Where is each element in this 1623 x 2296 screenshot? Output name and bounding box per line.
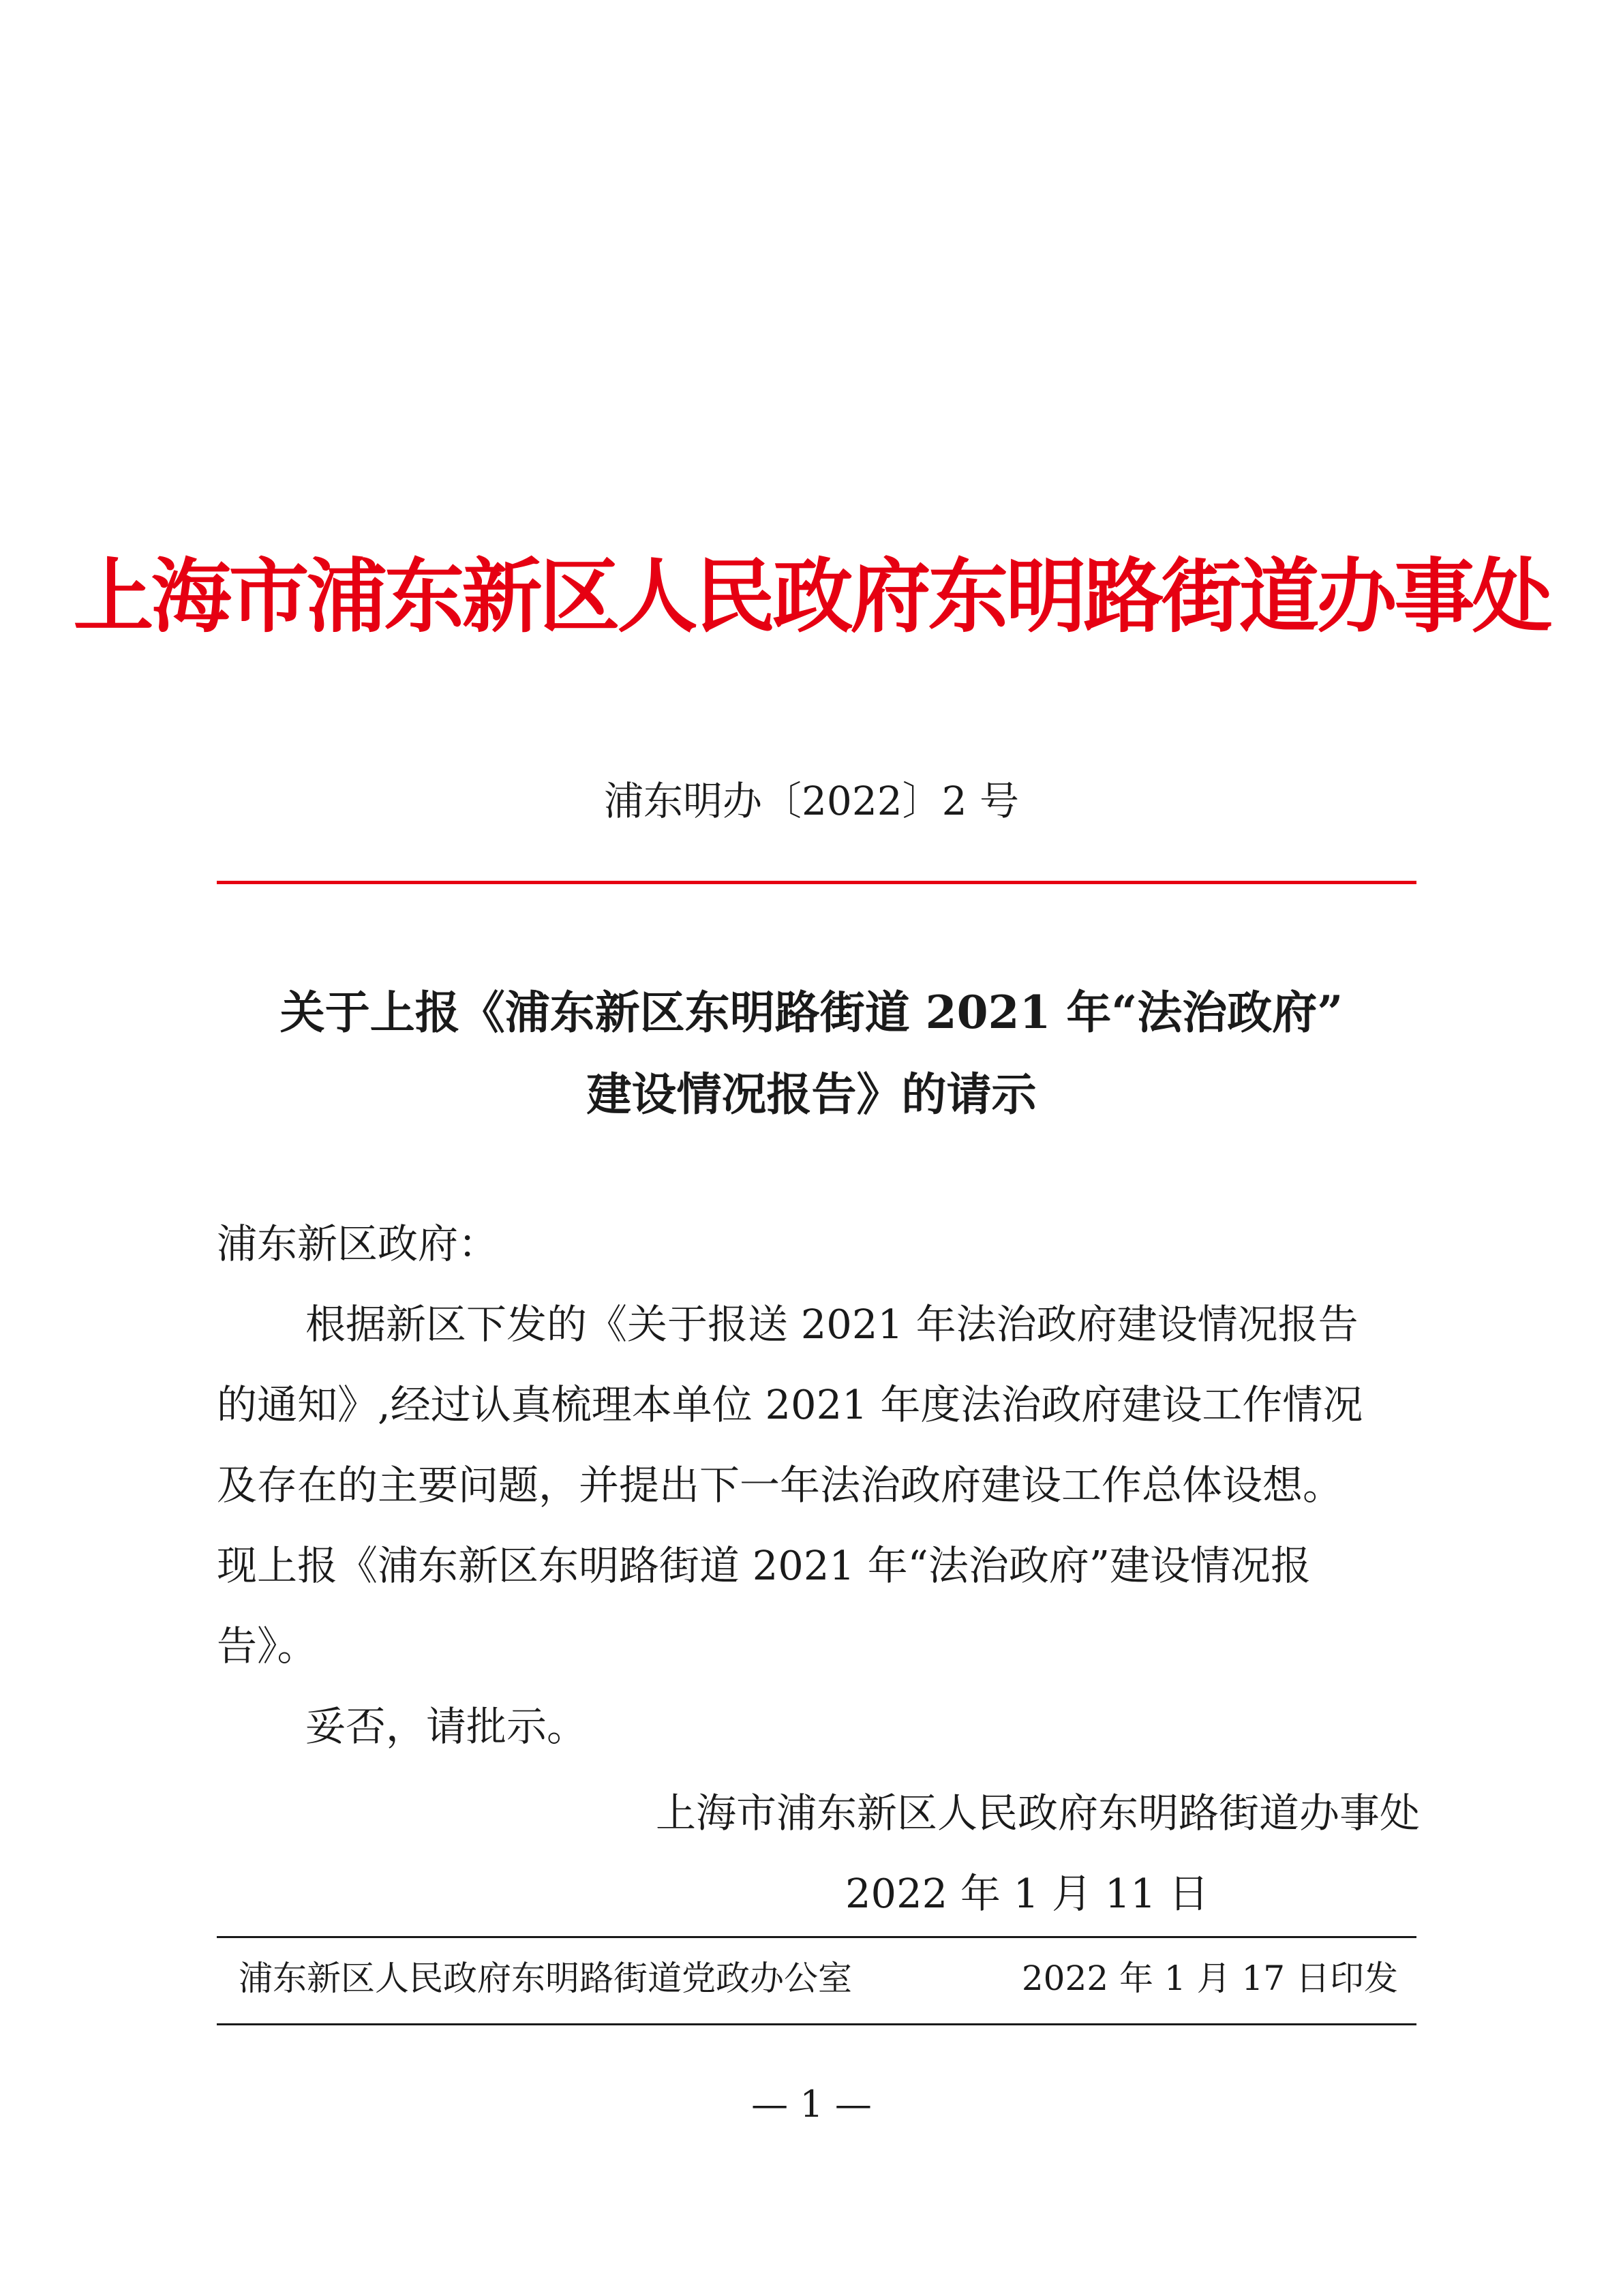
issuer-header: 上海市浦东新区人民政府东明路街道办事处 (73, 549, 1550, 644)
body-line: 根据新区下发的《关于报送 2021 年法治政府建设情况报告 (305, 1301, 1359, 1348)
body-line: 现上报《浦东新区东明路街道 2021 年“法治政府”建设情况报 (217, 1542, 1311, 1589)
document-number: 浦东明办〔2022〕2 号 (604, 778, 1019, 824)
signature-date: 2022 年 1 月 11 日 (845, 1870, 1209, 1917)
footer-bottom-rule (217, 2023, 1416, 2025)
body-line: 及存在的主要问题，并提出下一年法治政府建设工作总体设想。 (217, 1462, 1344, 1509)
footer-issuing-office: 浦东新区人民政府东明路街道党政办公室 (239, 1959, 852, 1998)
body-line: 告》。 (217, 1622, 318, 1670)
footer-print-date: 2022 年 1 月 17 日印发 (1021, 1959, 1398, 1998)
document-title-line-1: 关于上报《浦东新区东明路街道 2021 年“法治政府” (279, 986, 1344, 1039)
footer-top-rule (217, 1936, 1416, 1938)
red-separator-line (217, 881, 1416, 884)
body-line: 的通知》,经过认真梳理本单位 2021 年度法治政府建设工作情况 (217, 1381, 1363, 1428)
signature-issuer: 上海市浦东新区人民政府东明路街道办事处 (655, 1789, 1420, 1837)
salutation: 浦东新区政府： (217, 1220, 499, 1267)
closing-remark: 妥否，请批示。 (305, 1703, 588, 1750)
document-title-line-2: 建设情况报告》的请示 (586, 1068, 1037, 1121)
page-number: — 1 — (751, 2083, 872, 2126)
